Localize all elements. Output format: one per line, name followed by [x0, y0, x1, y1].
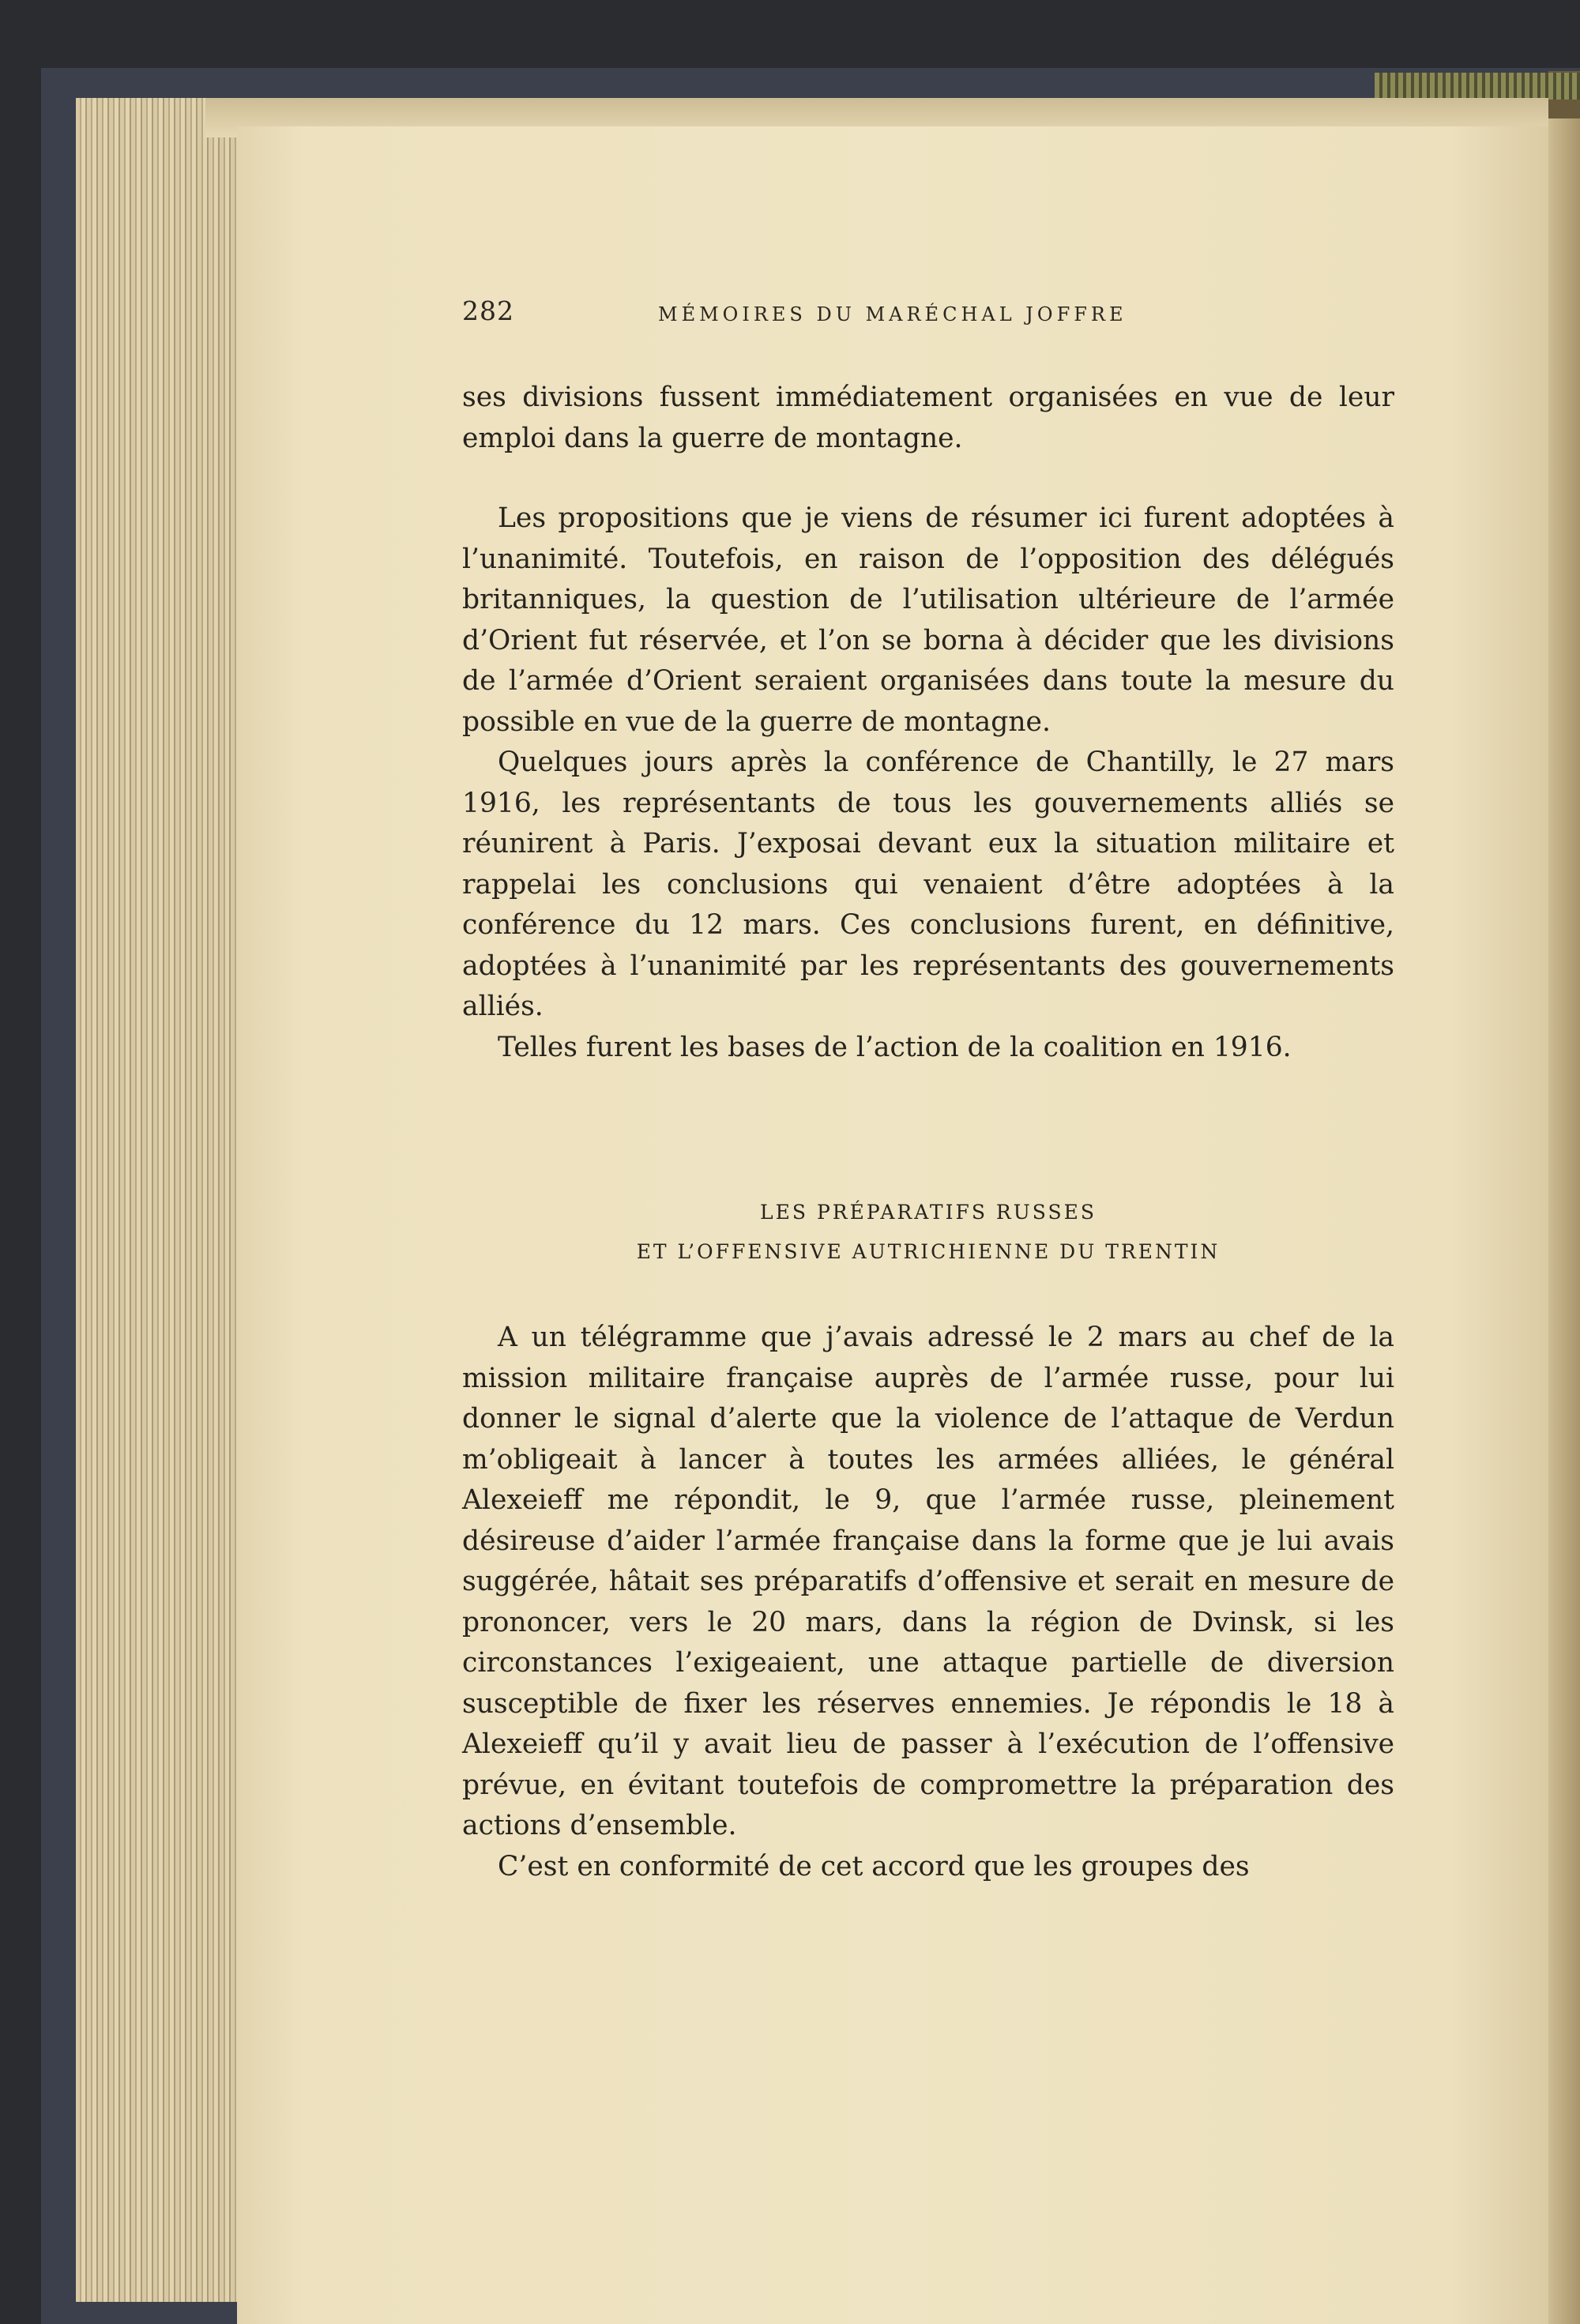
paragraph: Telles furent les bases de l’action de la coalition en 1916.: [498, 1031, 1292, 1063]
paragraph: C’est en conformité de cet accord que les groupes des: [498, 1850, 1250, 1882]
section-heading: [462, 1193, 1394, 1272]
paragraph: Les propositions que je viens de résumer ici furent adoptées à l’unanimité. Toutefois, en raison de l’opposition des délégués britanniques, la question de l’utilisation ultérieure de l’armée d’Orient fut réservée, et l’on se borna à décider que les divisions de l’armée d’Orient seraient organisées dans toute la mesure du possible en vue de la guerre de montagne.: [462, 502, 1394, 738]
page-number: 282: [462, 295, 514, 326]
running-title: MÉMOIRES DU MARÉCHAL JOFFRE: [658, 303, 1127, 325]
section-heading-line1: LES PRÉPARATIFS RUSSES: [760, 1201, 1097, 1224]
body-text-section: [462, 1318, 1394, 1887]
paragraph: ses divisions fussent immédiatement organisées en vue de leur emploi dans la guerre de montagne.: [462, 382, 1394, 454]
bookmark-ribbon: [1375, 73, 1580, 100]
page-header: [462, 295, 1406, 343]
paragraph: Quelques jours après la conférence de Chantilly, le 27 mars 1916, les représentants de tous les gouvernements alliés se réunirent à Paris. J’exposai devant eux la situation militaire et rappelai les conclusions qui venaient d’être adoptées à la conférence du 12 mars. Ces conclusions furent, en définitive, adoptées à l’unanimité par les représentants des gouvernements alliés.: [462, 746, 1394, 1022]
page-gutter: [1548, 118, 1580, 2324]
body-text-top: [462, 378, 1394, 1068]
paragraph: A un télégramme que j’avais adressé le 2 mars au chef de la mission militaire française auprès de l’armée russe, pour lui donner le signal d’alerte que la violence de l’attaque de Verdun m’obligeait à lancer à toutes les armées alliées, le général Alexeieff me répondit, le 9, que l’armée russe, pleinement désireuse d’aider l’armée française dans la forme que je lui avais suggérée, hâtait ses préparatifs d’offensive et serait en mesure de prononcer, vers le 20 mars, dans la région de Dvinsk, si les circonstances l’exigeaient, une attaque partielle de diversion susceptible de fixer les réserves ennemies. Je répondis le 18 à Alexeieff qu’il y avait lieu de passer à l’exécution de l’offensive prévue, en évitant toutefois de compromettre la préparation des actions d’ensemble.: [462, 1322, 1394, 1841]
section-heading-line2: ET L’OFFENSIVE AUTRICHIENNE DU TRENTIN: [636, 1240, 1221, 1263]
page-edges: [76, 98, 258, 2302]
